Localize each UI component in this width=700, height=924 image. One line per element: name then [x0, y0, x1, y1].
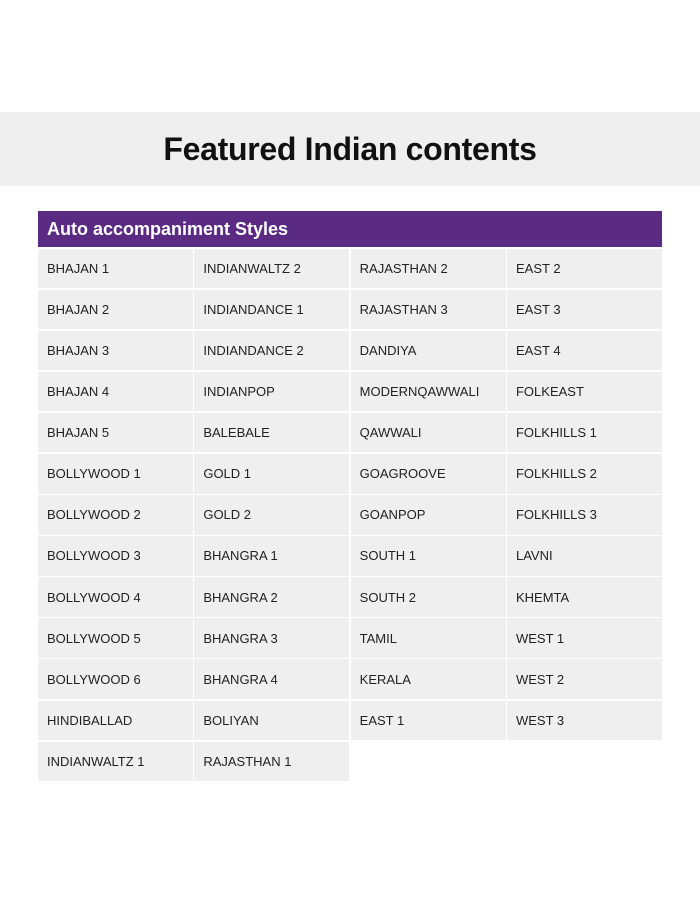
styles-table [38, 211, 662, 781]
table-cell: EAST 3 [507, 290, 662, 330]
table-cell: EAST 2 [507, 249, 662, 289]
table-cell: LAVNI [507, 536, 662, 576]
table-cell: BHAJAN 2 [38, 290, 193, 330]
table-cell: FOLKHILLS 2 [507, 454, 662, 494]
table-cell: WEST 3 [507, 701, 662, 741]
table-cell: INDIANPOP [194, 372, 349, 412]
table-cell: TAMIL [351, 618, 506, 658]
table-cell: BHAJAN 3 [38, 331, 193, 371]
table-cell: BOLIYAN [194, 701, 349, 741]
table-cell: BOLLYWOOD 3 [38, 536, 193, 576]
table-cell: KERALA [351, 659, 506, 699]
page-title: Featured Indian contents [163, 130, 537, 167]
table-cell: MODERNQAWWALI [351, 372, 506, 412]
table-cell: HINDIBALLAD [38, 701, 193, 741]
table-cell: GOAGROOVE [351, 454, 506, 494]
table-cell: BOLLYWOOD 5 [38, 618, 193, 658]
table-header-label: Auto accompaniment Styles [47, 218, 289, 239]
table-cell: BHAJAN 4 [38, 372, 193, 412]
table-cell: EAST 4 [507, 331, 662, 371]
table-cell: INDIANWALTZ 1 [38, 742, 193, 782]
table-cell: WEST 2 [507, 659, 662, 699]
table-cell: BHANGRA 2 [194, 577, 349, 617]
table-cell: BHANGRA 4 [194, 659, 349, 699]
table-cell: SOUTH 1 [351, 536, 506, 576]
table-cell: SOUTH 2 [351, 577, 506, 617]
table-cell: KHEMTA [507, 577, 662, 617]
table-cell: BOLLYWOOD 2 [38, 495, 193, 535]
table-header [38, 211, 662, 247]
table-cell: FOLKEAST [507, 372, 662, 412]
table-cell: BHAJAN 5 [38, 413, 193, 453]
table-cell: RAJASTHAN 2 [351, 249, 506, 289]
table-cell: QAWWALI [351, 413, 506, 453]
table-cell: BOLLYWOOD 4 [38, 577, 193, 617]
table-cell: INDIANDANCE 1 [194, 290, 349, 330]
table-cell: BHANGRA 3 [194, 618, 349, 658]
table-cell: INDIANDANCE 2 [194, 331, 349, 371]
title-band [0, 112, 700, 186]
table-cell: GOLD 1 [194, 454, 349, 494]
table-cell: DANDIYA [351, 331, 506, 371]
table-cell: BALEBALE [194, 413, 349, 453]
table-cell: GOLD 2 [194, 495, 349, 535]
table-cell: BOLLYWOOD 1 [38, 454, 193, 494]
table-cell: FOLKHILLS 1 [507, 413, 662, 453]
table-cell: WEST 1 [507, 618, 662, 658]
styles-grid [38, 249, 662, 782]
table-cell: BOLLYWOOD 6 [38, 659, 193, 699]
table-cell: RAJASTHAN 1 [194, 742, 349, 782]
table-cell: BHANGRA 1 [194, 536, 349, 576]
table-cell: GOANPOP [351, 495, 506, 535]
table-cell: FOLKHILLS 3 [507, 495, 662, 535]
table-cell: EAST 1 [351, 701, 506, 741]
table-cell: BHAJAN 1 [38, 249, 193, 289]
table-cell: RAJASTHAN 3 [351, 290, 506, 330]
table-cell: INDIANWALTZ 2 [194, 249, 349, 289]
